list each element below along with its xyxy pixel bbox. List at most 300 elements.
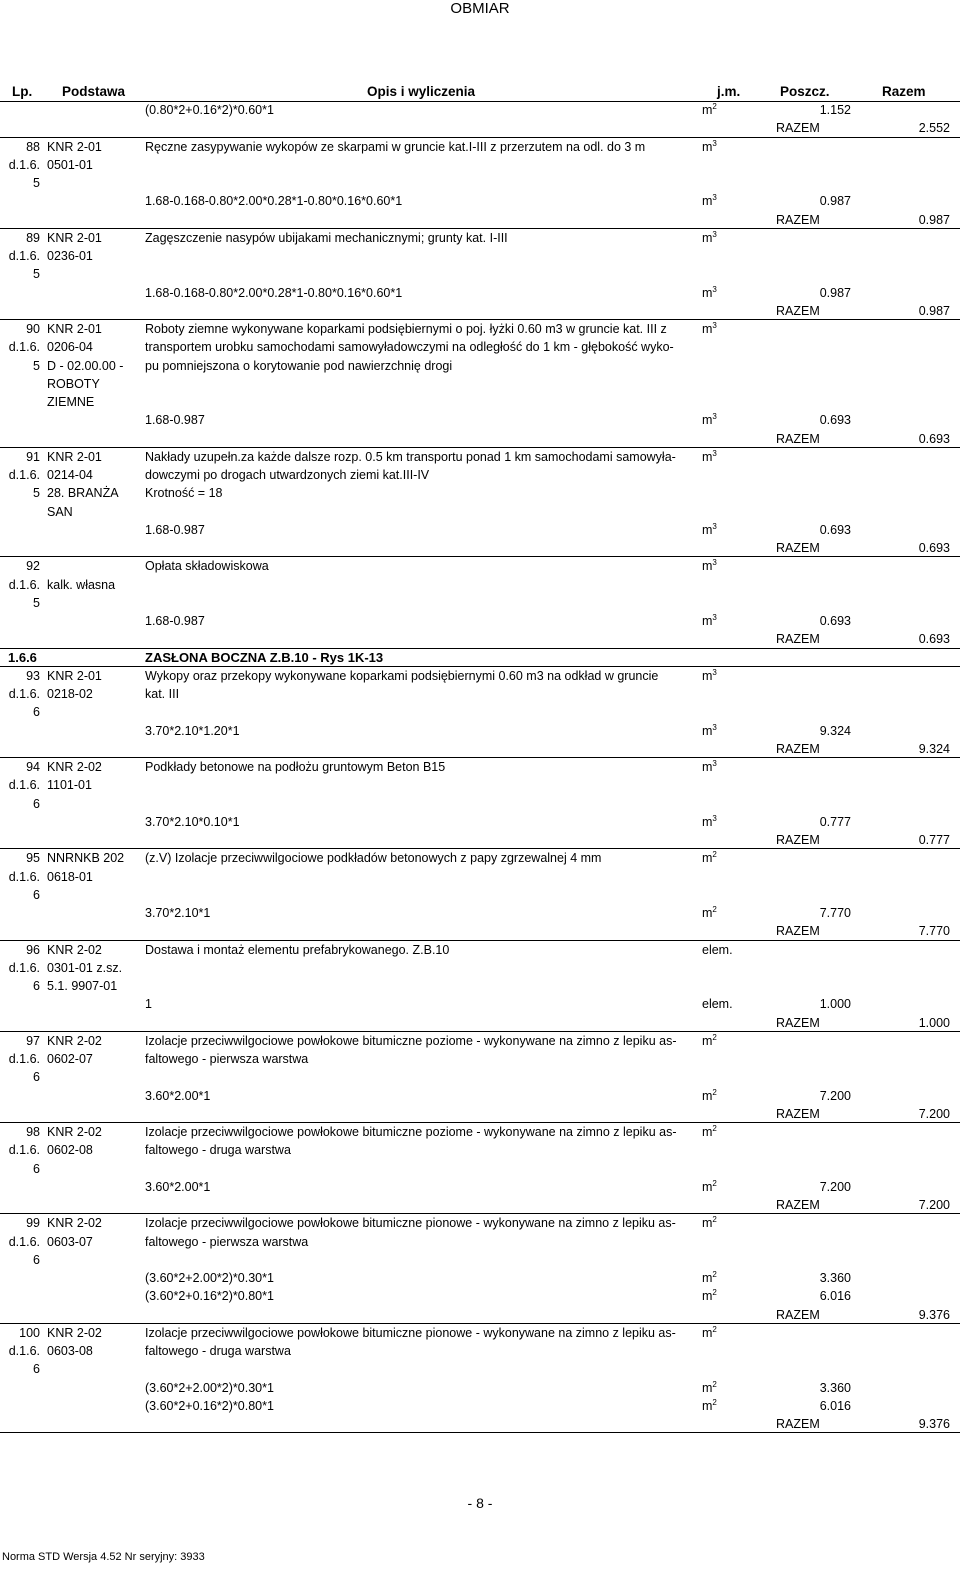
unit-exponent: 2	[712, 1032, 717, 1042]
cell-razem: 7.200	[918, 1106, 950, 1121]
unit: m	[702, 1125, 713, 1139]
cell-poszcz: 0.693	[819, 413, 851, 428]
razem-label: RAZEM	[776, 1307, 820, 1322]
unit: m	[702, 906, 713, 920]
unit: m	[702, 1033, 713, 1048]
cell-opis: 3.60*2.00*1	[145, 1088, 211, 1103]
razem-label: RAZEM	[776, 1015, 820, 1030]
table-row	[0, 1214, 960, 1232]
cell-podstawa: kalk. własna	[47, 577, 116, 592]
cell-lp: 89	[26, 230, 40, 245]
cell-poszcz: 6.016	[819, 1398, 851, 1413]
cell-opis: Izolacje przeciwwilgociowe powłokowe bitumiczne pionowe - wykonywane na zimno z lepiku as-	[145, 1216, 676, 1231]
cell-opis: Opłata składowiskowa	[145, 559, 269, 574]
table-row	[0, 776, 960, 794]
software-note: Norma STD Wersja 4.52 Nr seryjny: 3933	[2, 1551, 205, 1563]
unit-exponent: 2	[712, 850, 717, 860]
header-podstawa: Podstawa	[62, 84, 126, 99]
cell-jm	[702, 229, 717, 247]
table-row	[0, 1087, 960, 1105]
cell-lp: d.1.6.	[8, 157, 40, 172]
cell-podstawa: KNR 2-02	[47, 1125, 102, 1139]
header-lp: Lp.	[12, 84, 33, 99]
unit-exponent: 2	[712, 905, 717, 914]
table-row	[0, 539, 960, 557]
unit: m	[702, 1271, 713, 1285]
cell-poszcz: 0.693	[819, 522, 851, 537]
table-row	[0, 1032, 960, 1050]
table-row	[0, 119, 960, 137]
cell-podstawa: KNR 2-02	[47, 1216, 102, 1231]
table-row	[0, 995, 960, 1013]
cell-jm	[702, 192, 717, 210]
cell-lp: 5	[33, 358, 40, 373]
cell-podstawa: SAN	[47, 504, 73, 519]
cell-poszcz: 3.360	[819, 1380, 851, 1395]
unit: m	[702, 285, 713, 300]
table-row	[0, 1123, 960, 1141]
cell-jm	[702, 941, 733, 959]
cell-podstawa: NNRNKB 202	[47, 851, 125, 866]
cell-opis: transportem urobku samochodami samowyładowczymi na odległość do 1 km - głębokość wyko-	[145, 340, 674, 355]
cell-jm	[702, 1269, 717, 1287]
table-row	[0, 795, 960, 813]
cell-lp: d.1.6.	[8, 340, 40, 355]
table-row	[0, 138, 960, 156]
table-row	[0, 685, 960, 703]
table-row	[0, 922, 960, 940]
cell-lp: 5	[33, 176, 40, 190]
unit: m	[702, 139, 713, 154]
cell-opis: Izolacje przeciwwilgociowe powłokowe bitumiczne poziome - wykonywane na zimno z lepiku as-	[145, 1125, 677, 1139]
cell-opis: faltowego - druga warstwa	[145, 1143, 291, 1158]
unit: m	[702, 322, 713, 336]
unit-exponent: 2	[712, 1288, 717, 1298]
cell-razem: 9.324	[918, 741, 950, 756]
unit: m	[702, 194, 713, 209]
table-row	[0, 557, 960, 575]
cell-jm	[702, 813, 717, 831]
cell-lp: 6	[33, 887, 40, 902]
unit-exponent: 3	[712, 759, 717, 768]
table-row	[0, 466, 960, 484]
cell-podstawa: 0501-01	[47, 157, 93, 172]
cell-opis: Ręczne zasypywanie wykopów ze skarpami w gruncie kat.I-III z przerzutem na odl. do 3 m	[145, 139, 646, 154]
cell-podstawa: 0301-01 z.sz.	[47, 960, 123, 975]
table-row	[0, 521, 960, 539]
unit: m	[702, 1179, 713, 1194]
cell-jm	[702, 411, 717, 429]
cell-poszcz: 0.987	[819, 285, 851, 300]
razem-label: RAZEM	[776, 1198, 820, 1212]
cell-podstawa: KNR 2-02	[47, 760, 102, 774]
cell-podstawa: KNR 2-01	[47, 668, 102, 683]
unit: m	[702, 614, 713, 628]
table-row	[0, 1196, 960, 1214]
table-row	[0, 448, 960, 466]
page-title: OBMIAR	[450, 0, 510, 17]
cell-opis: 1.68-0.168-0.80*2.00*0.28*1-0.80*0.16*0.60*1	[145, 194, 403, 209]
table-row	[0, 1014, 960, 1032]
razem-label: RAZEM	[776, 632, 820, 647]
cell-jm	[702, 1287, 717, 1305]
cell-jm	[702, 1123, 717, 1141]
unit-exponent: 3	[712, 722, 717, 732]
measurement-table	[0, 101, 960, 1433]
cell-opis: faltowego - pierwsza warstwa	[145, 1234, 309, 1249]
cell-lp: d.1.6.	[8, 960, 40, 975]
cell-podstawa: 5.1. 9907-01	[47, 979, 118, 993]
cell-podstawa: KNR 2-01	[47, 322, 102, 336]
cell-poszcz: 3.360	[819, 1271, 851, 1285]
cell-opis: kat. III	[145, 687, 180, 701]
cell-poszcz: 7.200	[819, 1179, 851, 1194]
unit-exponent: 3	[712, 412, 717, 422]
razem-label: RAZEM	[776, 303, 820, 318]
table-row	[0, 1306, 960, 1324]
cell-poszcz: 1.152	[819, 103, 851, 117]
cell-jm	[702, 521, 717, 539]
table-row	[0, 1397, 960, 1415]
cell-opis: Nakłady uzupełn.za każde dalsze rozp. 0.5 km transportu ponad 1 km samochodami samowyła-	[145, 449, 676, 464]
table-row	[0, 1160, 960, 1178]
cell-poszcz: 9.324	[819, 723, 851, 738]
unit-exponent: 2	[712, 1178, 717, 1188]
cell-razem: 7.770	[918, 924, 950, 939]
cell-opis: pu pomniejszona o korytowanie pod nawierzchnię drogi	[145, 358, 453, 373]
cell-lp: 6	[33, 705, 40, 720]
table-row	[0, 1178, 960, 1196]
cell-razem: 7.200	[918, 1198, 950, 1212]
unit-exponent: 2	[712, 1215, 717, 1225]
table-row	[0, 1251, 960, 1269]
razem-label: RAZEM	[776, 541, 820, 555]
unit-exponent: 3	[712, 448, 717, 458]
table-row	[0, 868, 960, 886]
unit-exponent: 3	[712, 193, 717, 203]
cell-jm	[702, 1087, 717, 1105]
cell-razem: 1.000	[918, 1015, 950, 1030]
table-row	[0, 156, 960, 174]
table-row	[0, 1360, 960, 1378]
unit-exponent: 2	[712, 102, 717, 111]
cell-razem: 0.693	[918, 541, 950, 555]
cell-opis: 1.68-0.987	[145, 522, 205, 537]
unit-exponent: 2	[712, 1397, 717, 1407]
cell-lp: 93	[26, 668, 40, 683]
unit-exponent: 3	[712, 138, 717, 148]
cell-razem: 0.693	[918, 632, 950, 647]
cell-opis: faltowego - pierwsza warstwa	[145, 1052, 309, 1066]
table-row	[0, 831, 960, 849]
unit: m	[702, 851, 713, 866]
unit: elem.	[702, 942, 733, 957]
cell-jm	[702, 667, 717, 685]
cell-opis: 1.68-0.987	[145, 413, 205, 428]
unit: m	[702, 522, 713, 537]
cell-opis: Roboty ziemne wykonywane koparkami podsiębiernymi o poj. łyżki 0.60 m3 w gruncie kat. III z	[145, 322, 667, 336]
table-row	[0, 338, 960, 356]
unit: m	[702, 1325, 713, 1340]
cell-opis: (0.80*2+0.16*2)*0.60*1	[145, 103, 274, 117]
cell-poszcz: 0.987	[819, 194, 851, 209]
cell-lp: 90	[26, 322, 40, 336]
cell-razem: 0.693	[918, 431, 950, 446]
unit-exponent: 3	[712, 558, 717, 568]
cell-podstawa: 0603-07	[47, 1234, 93, 1249]
unit: m	[702, 1289, 713, 1304]
cell-opis: Zagęszczenie nasypów ubijakami mechanicznymi; grunty kat. I-III	[145, 230, 508, 245]
header-poszcz: Poszcz.	[780, 84, 830, 99]
razem-label: RAZEM	[776, 741, 820, 756]
table-row	[0, 630, 960, 648]
cell-podstawa: KNR 2-02	[47, 1033, 102, 1048]
cell-opis: Wykopy oraz przekopy wykonywane koparkami podsiębiernymi 0.60 m3 na odkład w gruncie	[145, 668, 659, 683]
table-row	[0, 703, 960, 721]
table-row	[0, 484, 960, 502]
cell-podstawa: KNR 2-01	[47, 449, 102, 464]
cell-poszcz: 1.000	[819, 997, 851, 1012]
table-row	[0, 886, 960, 904]
table-row	[0, 411, 960, 429]
cell-lp: 91	[26, 449, 40, 464]
table-row	[0, 320, 960, 338]
cell-opis: Krotność = 18	[145, 486, 223, 501]
unit-exponent: 3	[712, 521, 717, 531]
unit: m	[702, 1380, 713, 1395]
table-row	[0, 904, 960, 922]
cell-podstawa: 0603-08	[47, 1344, 93, 1358]
unit-exponent: 3	[712, 229, 717, 239]
cell-poszcz: 0.693	[819, 614, 851, 628]
cell-razem: 9.376	[918, 1417, 950, 1431]
cell-lp: d.1.6.	[8, 1344, 40, 1358]
table-row	[0, 941, 960, 959]
cell-jm	[702, 320, 717, 338]
table-row	[0, 849, 960, 867]
cell-opis: 1.68-0.987	[145, 614, 205, 628]
cell-razem: 9.376	[918, 1307, 950, 1322]
unit-exponent: 3	[712, 613, 717, 622]
table-row	[0, 211, 960, 229]
cell-opis: (z.V) Izolacje przeciwwilgociowe podkładów betonowych z papy zgrzewalnej 4 mm	[145, 851, 602, 866]
cell-lp: 5	[33, 595, 40, 610]
table-row	[0, 667, 960, 685]
cell-jm	[702, 1397, 717, 1415]
table-row	[0, 302, 960, 320]
table-row	[0, 284, 960, 302]
table-row	[0, 174, 960, 192]
cell-lp: d.1.6.	[8, 1052, 40, 1066]
cell-jm	[702, 138, 717, 156]
cell-poszcz: 7.200	[819, 1088, 851, 1103]
cell-podstawa: 0602-08	[47, 1143, 93, 1158]
table-row	[0, 1269, 960, 1287]
page-number: - 8 -	[467, 1495, 493, 1511]
cell-opis: 3.70*2.10*1	[145, 906, 211, 920]
razem-label: RAZEM	[776, 121, 820, 136]
cell-jm	[702, 758, 717, 776]
table-row	[0, 1324, 960, 1342]
cell-lp: 96	[26, 942, 40, 957]
cell-opis: (3.60*2+2.00*2)*0.30*1	[145, 1271, 274, 1285]
cell-lp: 88	[26, 139, 40, 154]
unit-exponent: 3	[712, 321, 717, 330]
table-row	[0, 1050, 960, 1068]
table-row	[0, 503, 960, 521]
table-row	[0, 393, 960, 411]
razem-label: RAZEM	[776, 924, 820, 939]
table-row	[0, 594, 960, 612]
table-row	[0, 1105, 960, 1123]
cell-podstawa: KNR 2-02	[47, 942, 102, 957]
cell-lp: 98	[26, 1125, 40, 1139]
table-row	[0, 375, 960, 393]
table-row	[0, 977, 960, 995]
table-row	[0, 959, 960, 977]
cell-lp: d.1.6.	[8, 687, 40, 701]
unit: m	[702, 103, 713, 117]
cell-lp: 97	[26, 1033, 40, 1048]
cell-poszcz: 7.770	[819, 906, 851, 920]
cell-lp: 6	[33, 1362, 40, 1377]
table-row	[0, 1233, 960, 1251]
unit-exponent: 2	[712, 1379, 717, 1389]
cell-poszcz: 6.016	[819, 1289, 851, 1304]
cell-lp: d.1.6.	[8, 577, 40, 592]
table-row	[0, 265, 960, 283]
header-jm: j.m.	[717, 84, 741, 99]
section-title: ZASŁONA BOCZNA Z.B.10 - Rys 1K-13	[145, 649, 384, 665]
unit: m	[702, 760, 713, 774]
cell-lp: 5	[33, 486, 40, 501]
cell-jm	[702, 557, 717, 575]
cell-jm	[702, 995, 733, 1013]
cell-jm	[702, 722, 717, 740]
cell-lp: d.1.6.	[8, 468, 40, 482]
cell-opis: Dostawa i montaż elementu prefabrykowanego. Z.B.10	[145, 942, 450, 957]
cell-podstawa: KNR 2-01	[47, 230, 102, 245]
cell-opis: Podkłady betonowe na podłożu gruntowym Beton B15	[145, 760, 446, 774]
unit-exponent: 2	[712, 1087, 717, 1097]
cell-podstawa: 0618-01	[47, 869, 93, 884]
cell-podstawa: 0214-04	[47, 468, 93, 482]
cell-podstawa: ROBOTY	[47, 376, 100, 391]
cell-podstawa: KNR 2-01	[47, 139, 102, 154]
cell-lp: 94	[26, 760, 40, 774]
cell-lp: d.1.6.	[8, 1143, 40, 1158]
cell-jm	[702, 1178, 717, 1196]
table-row	[0, 101, 960, 119]
table-row	[0, 229, 960, 247]
unit: m	[702, 1216, 713, 1231]
unit: m	[702, 1088, 713, 1103]
cell-lp: 99	[26, 1216, 40, 1231]
unit: elem.	[702, 997, 733, 1012]
cell-lp: d.1.6.	[8, 869, 40, 884]
cell-lp: 6	[33, 1252, 40, 1267]
table-row	[0, 740, 960, 758]
cell-lp: 95	[26, 851, 40, 866]
cell-razem: 0.987	[918, 212, 950, 227]
cell-opis: 3.70*2.10*0.10*1	[145, 814, 240, 829]
unit-exponent: 2	[712, 1124, 717, 1133]
cell-jm	[702, 284, 717, 302]
unit: m	[702, 449, 713, 464]
cell-podstawa: 1101-01	[47, 778, 92, 793]
cell-razem: 0.777	[918, 833, 950, 847]
table-row	[0, 247, 960, 265]
unit: m	[702, 413, 713, 428]
cell-lp: 92	[26, 559, 40, 574]
table-row	[0, 1287, 960, 1305]
cell-lp: d.1.6.	[8, 778, 40, 793]
cell-razem: 0.987	[918, 303, 950, 318]
table-row	[0, 813, 960, 831]
unit: m	[702, 230, 713, 245]
cell-lp: 6	[33, 979, 40, 993]
unit: m	[702, 668, 713, 683]
cell-podstawa: ZIEMNE	[47, 395, 95, 409]
cell-lp: 6	[33, 1161, 40, 1176]
cell-podstawa: 0602-07	[47, 1052, 93, 1066]
table-row	[0, 192, 960, 210]
cell-podstawa: 28. BRANŻA	[47, 486, 119, 501]
razem-label: RAZEM	[776, 1106, 820, 1121]
cell-podstawa: 0218-02	[47, 687, 93, 701]
cell-opis: 3.70*2.10*1.20*1	[145, 723, 240, 738]
cell-lp: 100	[19, 1325, 40, 1340]
razem-label: RAZEM	[776, 212, 820, 227]
cell-razem: 2.552	[918, 121, 950, 136]
cell-opis: 3.60*2.00*1	[145, 1179, 211, 1194]
cell-opis: 1.68-0.168-0.80*2.00*0.28*1-0.80*0.16*0.60*1	[145, 285, 403, 300]
unit: m	[702, 1398, 713, 1413]
unit-exponent: 3	[712, 284, 717, 294]
table-header	[0, 83, 960, 102]
table-row	[0, 649, 960, 667]
cell-jm	[702, 1032, 717, 1050]
cell-poszcz: 0.777	[819, 814, 851, 829]
table-row	[0, 722, 960, 740]
unit: m	[702, 814, 713, 829]
cell-opis: (3.60*2+2.00*2)*0.30*1	[145, 1380, 274, 1395]
cell-opis: faltowego - druga warstwa	[145, 1344, 291, 1358]
cell-opis: (3.60*2+0.16*2)*0.80*1	[145, 1289, 274, 1304]
cell-lp: 5	[33, 267, 40, 282]
unit-exponent: 3	[712, 813, 717, 823]
cell-opis: 1	[145, 997, 152, 1012]
table-row	[0, 1415, 960, 1433]
cell-podstawa: D - 02.00.00 -	[47, 358, 124, 373]
cell-lp: d.1.6.	[8, 1234, 40, 1249]
razem-label: RAZEM	[776, 833, 820, 847]
header-opis: Opis i wyliczenia	[367, 84, 476, 99]
table-row	[0, 1342, 960, 1360]
table-row	[0, 357, 960, 375]
cell-opis: Izolacje przeciwwilgociowe powłokowe bitumiczne pionowe - wykonywane na zimno z lepiku as-	[145, 1325, 676, 1340]
table-row	[0, 1379, 960, 1397]
cell-jm	[702, 849, 717, 867]
cell-jm	[702, 1214, 717, 1232]
table-row	[0, 1068, 960, 1086]
cell-lp: 6	[33, 1070, 40, 1085]
table-row	[0, 612, 960, 630]
table-row	[0, 758, 960, 776]
cell-jm	[702, 612, 717, 630]
table-row	[0, 430, 960, 448]
cell-jm	[702, 1324, 717, 1342]
